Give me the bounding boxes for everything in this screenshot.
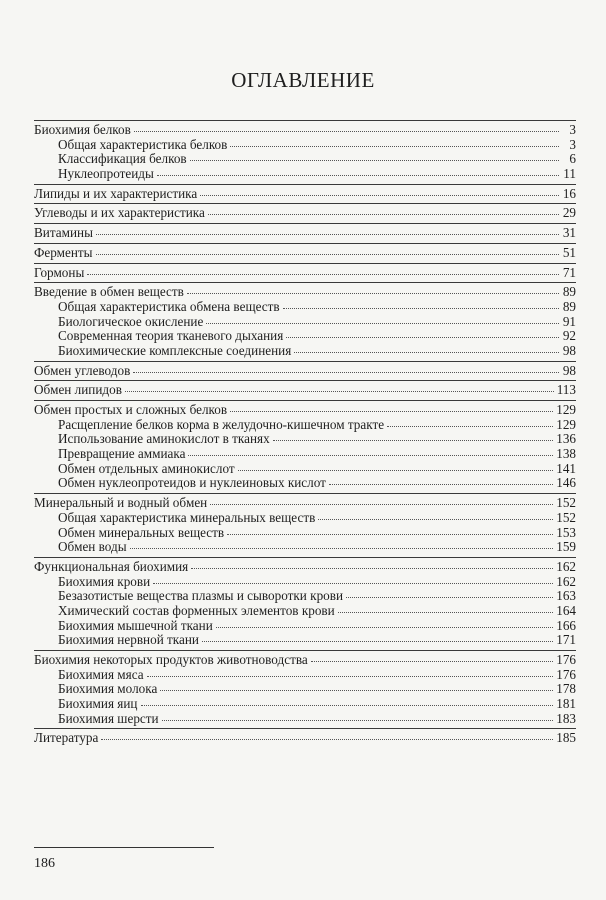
toc-subentry[interactable] [34,712,576,727]
dot-leader [187,283,559,294]
toc-page-number: 181 [556,696,576,712]
toc-entry-title: Обмен простых и сложных белков [34,402,228,417]
dot-leader [202,631,553,642]
toc-entry-title: Биологическое окисление [58,313,204,329]
dot-leader [87,264,559,275]
toc-page-number: 176 [556,666,576,682]
toc-entry-title: Биохимия нервной ткани [58,632,199,648]
toc-page-number: 113 [556,382,576,398]
footnote-divider [34,847,214,848]
dot-leader [141,695,554,706]
toc-subentry[interactable] [34,476,576,491]
toc-entry[interactable] [34,731,576,746]
toc-section [34,203,576,223]
toc-section [34,728,576,748]
dot-leader [230,136,559,147]
dot-leader [294,342,559,353]
toc-entry-title: Минеральный и водный обмен [34,495,208,511]
toc-section [34,243,576,263]
toc-page-number: 159 [556,539,576,555]
toc-entry-title: Биохимия крови [58,573,151,589]
toc-entry-title: Общая характеристика белков [58,136,228,152]
toc-entry-title: Обмен минеральных веществ [58,524,225,540]
toc-entry[interactable] [34,206,576,221]
dot-leader [227,524,553,535]
toc-page-number: 138 [556,446,576,462]
toc-page-number: 152 [556,509,576,525]
toc-page-number: 91 [562,313,576,329]
toc-entry-title: Превращение аммиака [58,446,186,462]
dot-leader [157,165,559,176]
dot-leader [216,617,553,628]
dot-leader [230,401,553,412]
toc-page-number: 92 [562,328,576,344]
dot-leader [346,587,553,598]
toc-entry-title: Безазотистые вещества плазмы и сыворотки крови [58,588,344,604]
toc-entry-title: Использование аминокислот в тканях [58,431,270,447]
toc-entry-title: Липиды и их характеристика [34,185,198,201]
toc-page-number: 71 [562,264,576,280]
toc-entry-title: Нуклеопротеиды [58,166,154,182]
dot-leader [387,416,553,427]
toc-subentry[interactable] [34,167,576,182]
toc-entry-title: Общая характеристика минеральных веществ [58,509,316,525]
dot-leader [329,474,553,485]
toc-section [34,400,576,493]
toc-page-number: 163 [556,588,576,604]
toc-entry-title: Расщепление белков корма в желудочно-кишечном тракте [58,416,385,432]
dot-leader [311,651,553,662]
dot-leader [125,381,554,392]
toc-page-number: 11 [563,166,576,182]
toc-page-number: 3 [569,122,576,137]
toc-section [34,650,576,728]
page-number: 186 [34,856,55,871]
dot-leader [162,710,554,721]
toc-page-number: 31 [562,225,576,241]
toc-section [34,361,576,381]
toc-section [34,493,576,557]
toc-page-number: 129 [556,416,576,432]
toc-entry-title: Обмен углеводов [34,362,131,378]
toc-entry-title: Биохимия шерсти [58,710,159,726]
dot-leader [188,445,553,456]
toc-entry-title: Биохимия некоторых продуктов животноводства [34,652,308,667]
toc-entry-title: Биохимические комплексные соединения [58,342,292,358]
toc-entry[interactable] [34,226,576,241]
toc-entry-title: Гормоны [34,264,85,280]
toc-page-number: 51 [562,244,576,260]
toc-page-number: 178 [556,681,576,697]
toc-page-number: 152 [556,495,576,511]
dot-leader [134,121,559,132]
toc-section [34,120,576,184]
toc-page-number: 129 [556,402,576,417]
dot-leader [210,494,553,505]
toc-entry-title: Химический состав форменных элементов крови [58,602,335,618]
toc-section [34,557,576,650]
toc-entry-title: Биохимия молока [58,681,158,697]
dot-leader [96,224,559,235]
dot-leader [318,509,553,520]
page-title: ОГЛАВЛЕНИЕ [231,68,375,92]
toc-subentry[interactable] [34,344,576,359]
toc-page-number: 166 [556,617,576,633]
dot-leader [273,430,554,441]
toc-entry[interactable] [34,187,576,202]
toc-page-number: 16 [562,185,576,201]
toc-entry-title: Классификация белков [58,151,187,167]
toc-page-number: 3 [569,136,576,152]
dot-leader [200,185,559,196]
toc-entry-title: Биохимия мяса [58,666,144,682]
toc-page-number: 185 [556,730,576,746]
toc-entry-title: Обмен отдельных аминокислот [58,460,235,476]
dot-leader [338,602,554,613]
dot-leader [153,573,553,584]
toc-page-number: 176 [556,652,576,667]
toc-entry-title: Обмен нуклеопротеидов и нуклеиновых кислот [58,475,326,491]
dot-leader [191,558,553,569]
toc-page-number: 136 [556,431,576,447]
toc-section [34,380,576,400]
toc-entry-title: Биохимия белков [34,122,131,137]
toc-entry-title: Углеводы и их характеристика [34,205,205,221]
toc-page-number: 89 [562,298,576,314]
toc-page-number: 162 [556,573,576,589]
toc-page-number: 6 [569,151,576,167]
toc-entry[interactable] [34,266,576,281]
toc-page-number: 183 [556,710,576,726]
toc-page-number: 29 [562,205,576,221]
dot-leader [286,327,559,338]
toc-entry[interactable] [34,246,576,261]
toc-entry-title: Ферменты [34,244,93,260]
toc-entry-title: Обмен воды [58,539,127,555]
toc-subentry[interactable] [34,633,576,648]
dot-leader [206,313,559,324]
toc-entry[interactable] [34,383,576,398]
toc-section [34,263,576,283]
toc-entry-title: Витамины [34,225,93,241]
toc-section [34,282,576,360]
dot-leader [190,150,559,161]
dot-leader [238,460,554,471]
toc-entry-title: Введение в обмен веществ [34,284,184,300]
toc-section [34,223,576,243]
dot-leader [101,729,553,740]
toc-page-number: 146 [556,475,576,491]
toc-page-number: 141 [556,460,576,476]
toc-entry[interactable] [34,364,576,379]
dot-leader [147,666,554,677]
toc-page-number: 98 [562,342,576,358]
toc-section [34,184,576,204]
toc-entry-title: Литература [34,730,99,746]
dot-leader [133,362,559,373]
toc-page-number: 153 [556,524,576,540]
toc-entry-title: Современная теория тканевого дыхания [58,328,284,344]
dot-leader [130,538,554,549]
toc-page-number: 98 [562,362,576,378]
dot-leader [208,204,559,215]
toc-entry-title: Обмен липидов [34,382,122,398]
toc-entry-title: Биохимия яиц [58,696,138,712]
toc-entry-title: Функциональная биохимия [34,558,189,574]
dot-leader [283,298,559,309]
dot-leader [96,244,559,255]
toc-entry-title: Биохимия мышечной ткани [58,617,213,633]
toc-page-number: 89 [562,284,576,300]
toc-page-number: 171 [556,632,576,648]
toc-entry-title: Общая характеристика обмена веществ [58,298,280,314]
toc-page-number: 164 [556,602,576,618]
dot-leader [160,680,553,691]
toc-subentry[interactable] [34,540,576,555]
toc-page-number: 162 [556,558,576,574]
table-of-contents [34,120,576,748]
